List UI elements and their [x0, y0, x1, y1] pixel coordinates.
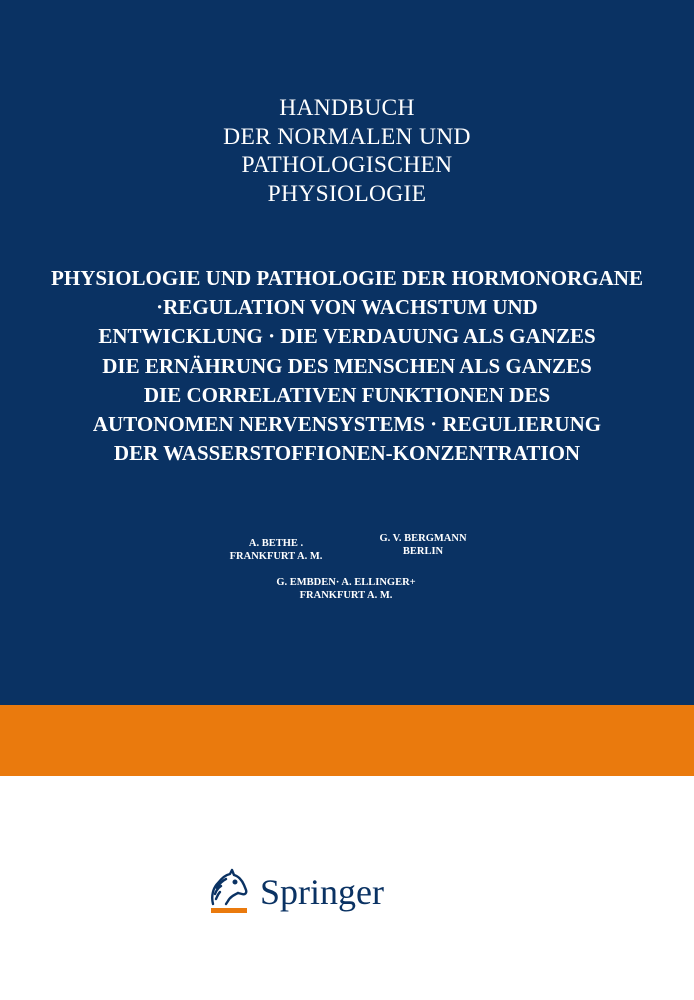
series-title-line: DER NORMALEN UND — [223, 123, 471, 150]
volume-title-line: PHYSIOLOGIE UND PATHOLOGIE DER HORMONORGANE — [51, 266, 643, 290]
series-title-line: HANDBUCH — [279, 95, 415, 121]
series-title — [0, 94, 694, 208]
editor-name: G. EMBDEN· A. ELLINGER+ — [276, 577, 416, 588]
volume-title-line: DIE ERNÄHRUNG DES MENSCHEN ALS GANZES — [102, 353, 592, 378]
editor-city: BERLIN — [402, 545, 444, 557]
volume-title-line: ·REGULATION VON WACHSTUM UND — [156, 295, 538, 320]
volume-title-line: ENTWICKLUNG · DIE VERDAUUNG ALS GANZES — [98, 324, 596, 349]
series-title-line: PHYSIOLOGIE — [267, 180, 427, 207]
publisher-name: Springer — [260, 872, 384, 912]
editor-name: G. V. BERGMANN — [379, 533, 467, 544]
volume-title-line: DIE CORRELATIVEN FUNKTIONEN DES — [143, 382, 551, 407]
volume-title — [0, 264, 694, 468]
volume-title-line: DER WASSERSTOFFIONEN-KONZENTRATION — [113, 441, 581, 466]
editor-city: FRANKFURT A. M. — [229, 550, 323, 562]
series-title-line: PATHOLOGISCHEN — [241, 152, 453, 178]
volume-title-line: AUTONOMEN NERVENSYSTEMS · REGULIERUNG — [92, 412, 602, 437]
editor-embden-ellinger — [236, 577, 456, 602]
editor-name: A. BETHE . — [248, 538, 304, 549]
editor-bethe — [206, 538, 346, 563]
orange-accent-band — [0, 705, 694, 776]
editor-bergmann — [353, 533, 493, 558]
editor-city: FRANKFURT A. M. — [299, 589, 393, 601]
springer-horse-logo-icon — [201, 866, 253, 918]
